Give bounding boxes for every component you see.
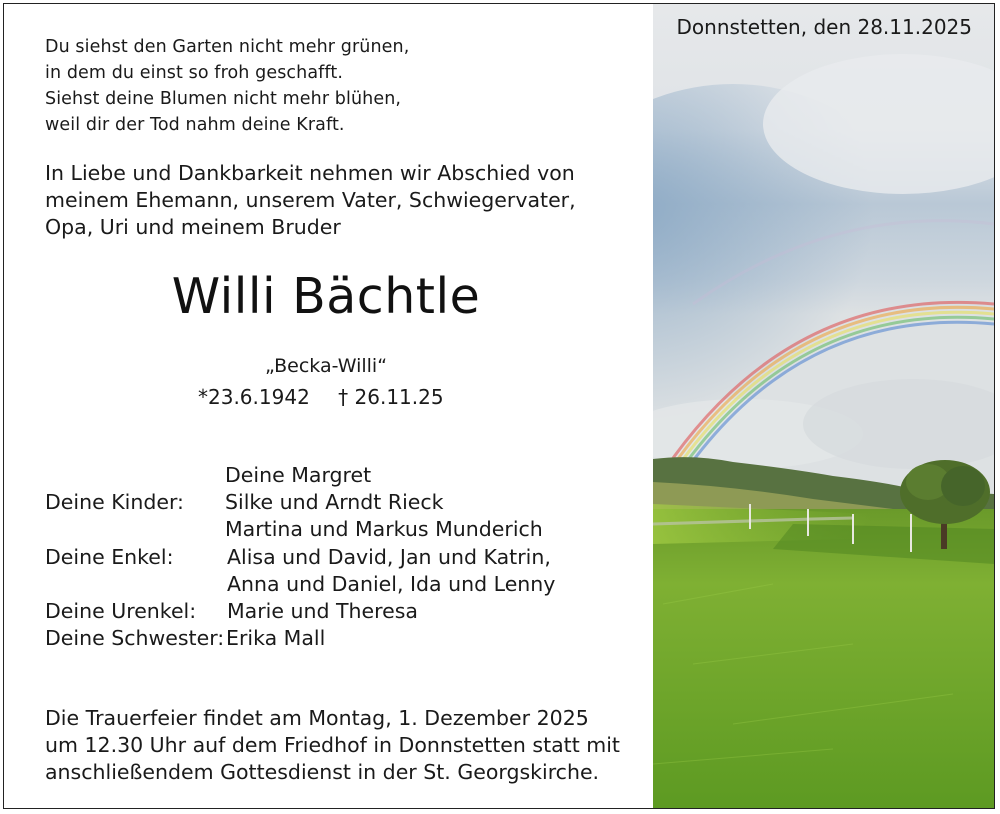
- family-label: Deine Kinder:: [45, 490, 184, 515]
- family-member: Anna und Daniel, Ida und Lenny: [227, 571, 556, 596]
- family-label: Deine Urenkel:: [45, 598, 197, 623]
- funeral-line: anschließendem Gottesdienst in der St. Georgskirche.: [45, 760, 600, 784]
- funeral-line: um 12.30 Uhr auf dem Friedhof in Donnstetten statt mit: [45, 733, 620, 757]
- place-and-date: Donnstetten, den 28.11.2025: [676, 15, 972, 39]
- rainbow-meadow-photo: [653, 4, 994, 808]
- family-member: Martina und Markus Munderich: [225, 517, 543, 542]
- photo-illustration: [653, 4, 994, 808]
- family-member: Marie und Theresa: [227, 598, 418, 623]
- family-label: Deine Enkel:: [45, 544, 174, 569]
- deceased-nickname: „Becka-Willi“: [264, 355, 388, 377]
- funeral-line: Die Trauerfeier findet am Montag, 1. Dezember 2025: [45, 706, 589, 730]
- intro-line: meinem Ehemann, unserem Vater, Schwiegervater,: [45, 188, 576, 212]
- life-dates: [198, 385, 444, 409]
- poem-line: weil dir der Tod nahm deine Kraft.: [45, 115, 345, 135]
- family-member: Alisa und David, Jan und Katrin,: [227, 544, 551, 569]
- death-date: † 26.11.25: [338, 385, 444, 409]
- deceased-name: Willi Bächtle: [171, 268, 481, 325]
- intro-line: Opa, Uri und meinem Bruder: [45, 215, 341, 239]
- family-wife: Deine Margret: [225, 463, 372, 487]
- birth-date: *23.6.1942: [198, 385, 310, 409]
- poem: [45, 34, 409, 138]
- family-member: Erika Mall: [226, 626, 326, 651]
- poem-line: Du siehst den Garten nicht mehr grünen,: [45, 37, 410, 57]
- poem-line: Siehst deine Blumen nicht mehr blühen,: [45, 89, 402, 109]
- family-member: Silke und Arndt Rieck: [225, 490, 444, 515]
- poem-line: in dem du einst so froh geschafft.: [45, 63, 344, 83]
- intro-text: [45, 160, 576, 241]
- intro-line: In Liebe und Dankbarkeit nehmen wir Abschied von: [45, 161, 575, 185]
- family-label: Deine Schwester:: [45, 626, 225, 651]
- funeral-info: [45, 705, 620, 786]
